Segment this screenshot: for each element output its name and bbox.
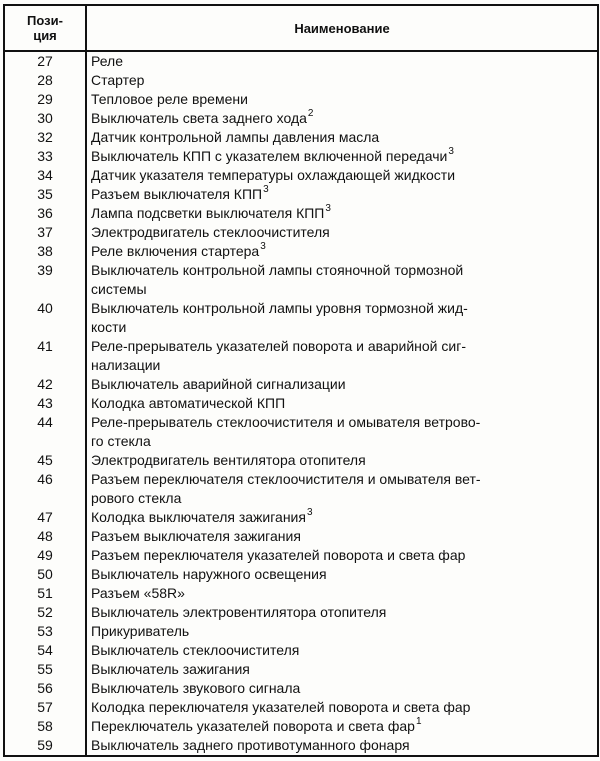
name-text: Электродвигатель стеклоочистителя [91,224,330,240]
position-cell: 55 [4,660,86,679]
name-cell [86,337,598,375]
position-cell: 49 [4,546,86,565]
position-cell: 38 [4,242,86,261]
name-text: Выключатель зажигания [91,661,250,677]
table-row [4,451,598,470]
parts-table [3,4,599,757]
position-cell: 53 [4,622,86,641]
position-column-header [4,5,86,51]
name-text: Лампа подсветки выключателя КПП [91,205,325,221]
position-cell: 58 [4,717,86,736]
table-row [4,641,598,660]
name-cell [86,223,598,242]
name-text-continuation: системы [91,281,147,297]
table-row [4,736,598,756]
name-cell [86,736,598,756]
name-text: Выключатель заднего противотуманного фонаря [91,737,410,753]
name-text: Выключатель звукового сигнала [91,680,301,696]
position-cell: 47 [4,508,86,527]
position-header-line1: Пози- [27,13,63,28]
position-cell: 28 [4,71,86,90]
table-row [4,71,598,90]
position-cell: 43 [4,394,86,413]
name-cell [86,546,598,565]
table-row [4,223,598,242]
name-cell [86,204,598,223]
table-row [4,147,598,166]
position-cell: 41 [4,337,86,375]
position-cell: 56 [4,679,86,698]
table-row [4,565,598,584]
name-cell [86,166,598,185]
name-text: Выключатель КПП с указателем включенной передачи [91,148,448,164]
name-cell [86,603,598,622]
name-cell [86,394,598,413]
position-cell: 32 [4,128,86,147]
table-row [4,603,598,622]
table-row [4,242,598,261]
name-text: Колодка переключателя указателей поворота и света фар [91,699,471,715]
position-cell: 35 [4,185,86,204]
name-text: Выключатель света заднего хода [91,110,307,126]
name-text: Переключатель указателей поворота и света фар [91,718,415,734]
table-row [4,622,598,641]
name-cell [86,261,598,299]
name-cell [86,622,598,641]
position-cell: 39 [4,261,86,299]
name-text: Выключатель стеклоочистителя [91,642,300,658]
name-text: Выключатель электровентилятора отопителя [91,604,387,620]
name-text-continuation: кости [91,319,127,335]
name-text: Реле-прерыватель указателей поворота и аварийной сиг- [91,338,466,354]
name-text: Выключатель контрольной лампы уровня тормозной жид- [91,300,468,316]
table-row [4,584,598,603]
table-header-row [4,5,598,51]
name-text: Тепловое реле времени [91,91,248,107]
position-cell: 46 [4,470,86,508]
name-cell [86,565,598,584]
position-cell: 44 [4,413,86,451]
name-cell [86,90,598,109]
name-cell [86,679,598,698]
table-row [4,470,598,508]
name-cell [86,470,598,508]
footnote-marker: 3 [260,241,266,253]
name-cell [86,375,598,394]
position-cell: 48 [4,527,86,546]
table-row [4,508,598,527]
name-cell [86,717,598,736]
name-cell [86,660,598,679]
footnote-marker: 1 [415,716,422,728]
table-row [4,413,598,451]
name-cell [86,147,598,166]
name-cell [86,698,598,717]
table-row [4,546,598,565]
position-cell: 50 [4,565,86,584]
name-text: Электродвигатель вентилятора отопителя [91,452,366,468]
name-text-continuation: го стекла [91,433,151,449]
name-text: Разъем выключателя КПП [91,186,263,202]
footnote-marker: 3 [325,203,331,215]
position-cell: 37 [4,223,86,242]
name-text: Стартер [91,72,145,88]
table-row [4,375,598,394]
table-row [4,261,598,299]
name-text: Разъем переключателя стеклоочистителя и омывателя вет- [91,471,481,487]
name-text: Датчик указателя температуры охлаждающей жидкости [91,167,456,183]
name-cell [86,451,598,470]
table-row [4,660,598,679]
name-text: Выключатель контрольной лампы стояночной тормозной [91,262,464,278]
position-cell: 27 [4,51,86,71]
name-cell [86,185,598,204]
table-row [4,679,598,698]
position-cell: 40 [4,299,86,337]
name-column-header: Наименование [86,5,598,51]
name-text: Разъем переключателя указателей поворота и света фар [91,547,466,563]
name-cell [86,584,598,603]
name-cell [86,508,598,527]
name-cell [86,641,598,660]
table-row [4,337,598,375]
name-cell [86,527,598,546]
name-cell [86,109,598,128]
name-cell [86,71,598,90]
table-row [4,204,598,223]
name-text: Реле-прерыватель стеклоочистителя и омывателя ветрово- [91,414,481,430]
position-header-line2: ция [33,28,57,43]
name-text: Реле включения стартера [91,243,260,259]
table-row [4,527,598,546]
name-text: Разъем выключателя зажигания [91,528,301,544]
name-text: Разъем «58R» [91,585,185,601]
footnote-marker: 3 [263,184,269,196]
table-row [4,698,598,717]
table-row [4,109,598,128]
position-cell: 54 [4,641,86,660]
name-text-continuation: нализации [91,357,161,373]
footnote-marker: 2 [307,108,314,120]
table-row [4,299,598,337]
position-cell: 36 [4,204,86,223]
position-cell: 59 [4,736,86,756]
name-text: Колодка автоматической КПП [91,395,286,411]
position-cell: 29 [4,90,86,109]
position-cell: 51 [4,584,86,603]
name-text: Колодка выключателя зажигания [91,509,306,525]
table-row [4,51,598,71]
name-text: Выключатель аварийной сигнализации [91,376,346,392]
name-text: Прикуриватель [91,623,190,639]
table-body [4,51,598,756]
name-text: Выключатель наружного освещения [91,566,327,582]
position-cell: 34 [4,166,86,185]
name-cell [86,51,598,71]
table-row [4,166,598,185]
footnote-marker: 3 [306,507,313,519]
table-row [4,90,598,109]
table-row [4,394,598,413]
name-cell [86,128,598,147]
table-row [4,185,598,204]
name-text-continuation: рового стекла [91,490,182,506]
name-cell [86,413,598,451]
name-text: Реле [91,53,123,69]
name-cell [86,242,598,261]
table-row [4,717,598,736]
position-cell: 52 [4,603,86,622]
name-cell [86,299,598,337]
position-cell: 30 [4,109,86,128]
table-row [4,128,598,147]
position-cell: 45 [4,451,86,470]
position-cell: 33 [4,147,86,166]
position-cell: 42 [4,375,86,394]
footnote-marker: 3 [448,146,454,158]
position-cell: 57 [4,698,86,717]
name-text: Датчик контрольной лампы давления масла [91,129,380,145]
